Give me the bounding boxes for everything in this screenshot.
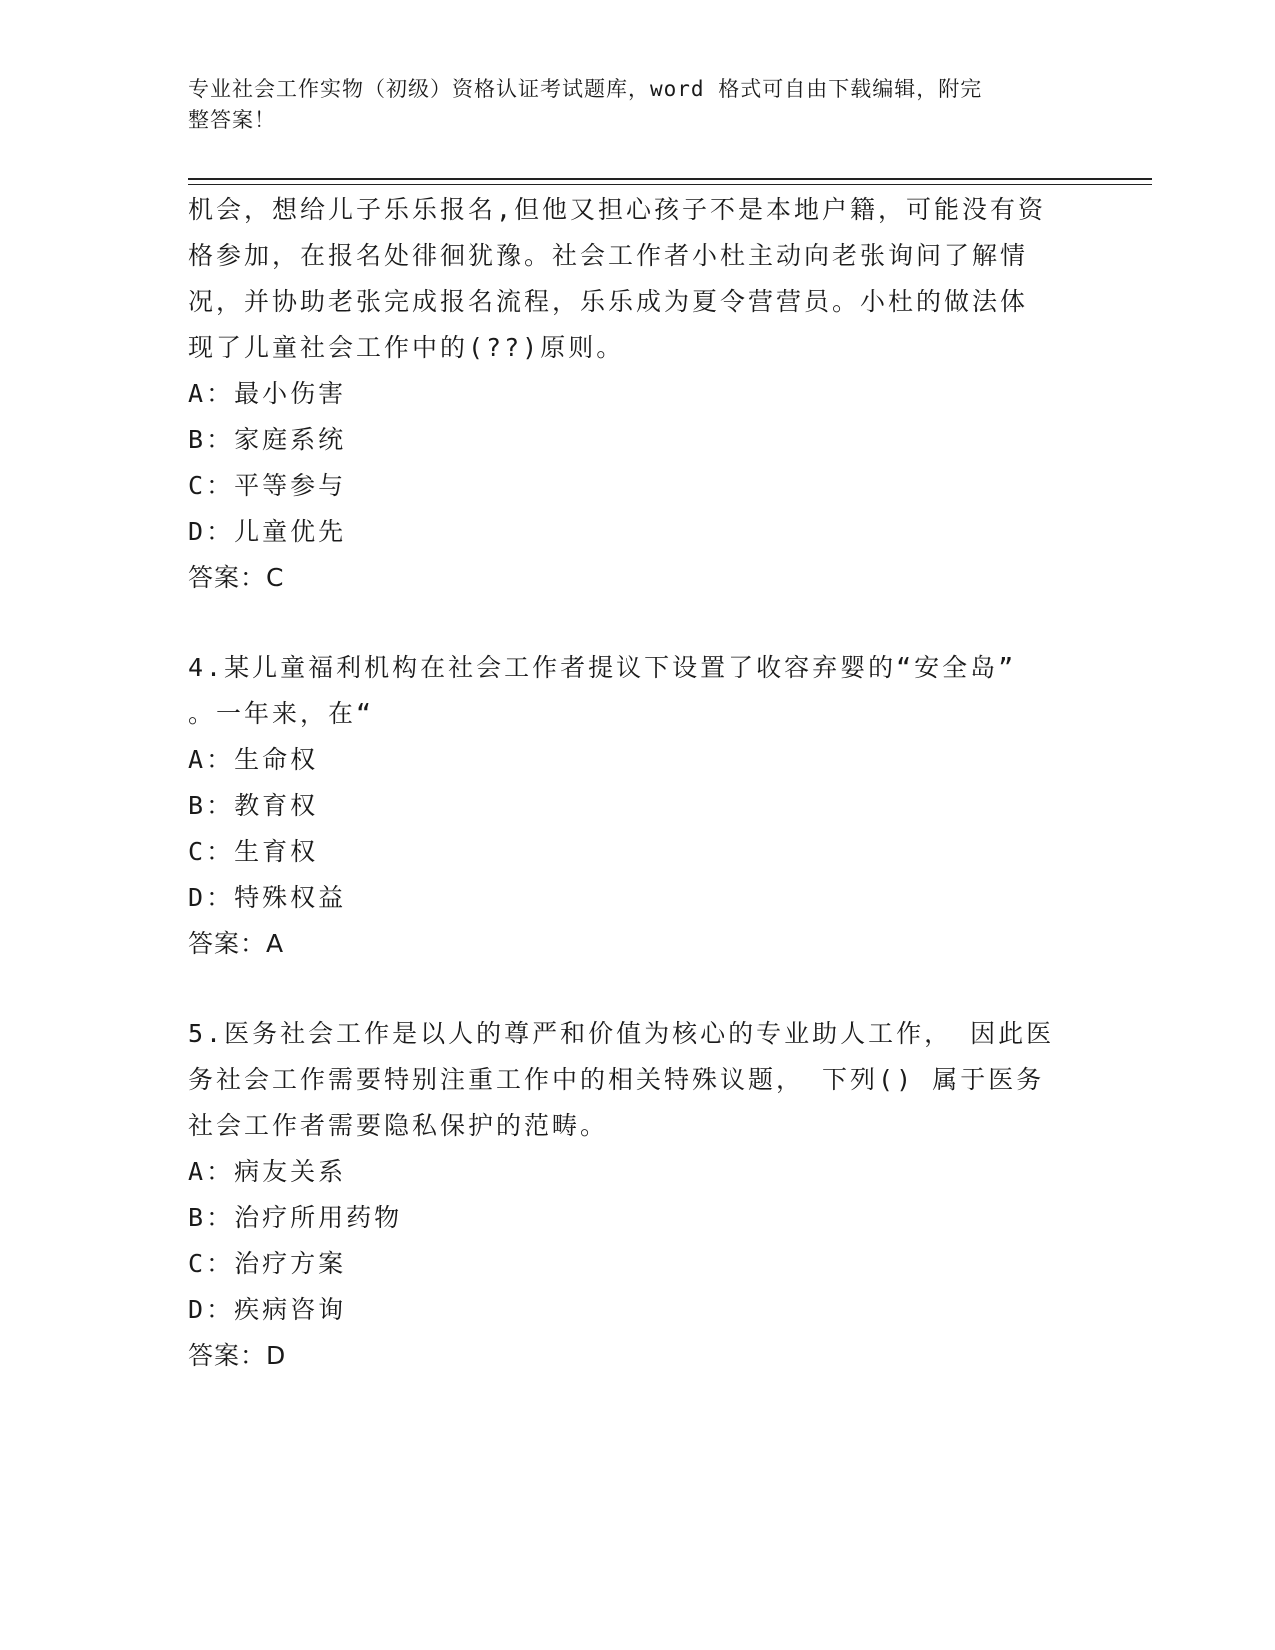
option-text: 治疗所用药物 <box>234 1203 403 1232</box>
option-list <box>188 737 1068 921</box>
answer-line: 答案：C <box>188 563 285 592</box>
option-text: 平等参与 <box>234 471 347 500</box>
question-text <box>188 187 1068 371</box>
option-b: B：治疗所用药物 <box>188 1203 403 1232</box>
option-c: C：平等参与 <box>188 471 347 500</box>
option-list <box>188 371 1068 555</box>
option-b: B：家庭系统 <box>188 425 347 454</box>
option-text: 特殊权益 <box>234 883 347 912</box>
question-line: 4.某儿童福利机构在社会工作者提议下设置了收容弃婴的“安全岛” <box>188 653 1017 682</box>
question-line: 务社会工作需要特别注重工作中的相关特殊议题， 下列() 属于医务 <box>188 1065 1045 1094</box>
page-header <box>188 74 1068 136</box>
question-line: 现了儿童社会工作中的(??)原则。 <box>188 333 625 362</box>
question-line: 社会工作者需要隐私保护的范畴。 <box>188 1111 609 1140</box>
option-letter: D <box>188 883 207 912</box>
answer-line: 答案：D <box>188 1341 287 1370</box>
option-letter: D <box>188 1295 207 1324</box>
option-letter: B <box>188 1203 207 1232</box>
header-line-2: 整答案！ <box>188 108 276 132</box>
option-letter: B <box>188 425 207 454</box>
option-a: A：最小伤害 <box>188 379 347 408</box>
option-text: 疾病咨询 <box>234 1295 347 1324</box>
option-c: C：生育权 <box>188 837 319 866</box>
option-text: 生育权 <box>234 837 319 866</box>
question-text <box>188 645 1068 737</box>
option-letter: B <box>188 791 207 820</box>
question-5 <box>188 1011 1068 1379</box>
option-a: A：病友关系 <box>188 1157 347 1186</box>
option-letter: C <box>188 471 207 500</box>
question-line: 格参加，在报名处徘徊犹豫。社会工作者小杜主动向老张询问了解情 <box>188 241 1029 270</box>
option-text: 儿童优先 <box>234 517 347 546</box>
option-letter: D <box>188 517 207 546</box>
option-d: D：疾病咨询 <box>188 1295 347 1324</box>
option-text: 教育权 <box>234 791 319 820</box>
option-text: 生命权 <box>234 745 319 774</box>
option-d: D：儿童优先 <box>188 517 347 546</box>
option-b: B：教育权 <box>188 791 319 820</box>
option-letter: A <box>188 379 207 408</box>
option-text: 家庭系统 <box>234 425 347 454</box>
option-letter: A <box>188 745 207 774</box>
option-text: 病友关系 <box>234 1157 347 1186</box>
header-line-1: 专业社会工作实物（初级）资格认证考试题库，word 格式可自由下载编辑，附完 <box>188 77 983 101</box>
option-letter: C <box>188 837 207 866</box>
question-line: 。一年来，在“ <box>188 699 375 728</box>
option-d: D：特殊权益 <box>188 883 347 912</box>
question-line: 5.医务社会工作是以人的尊严和价值为核心的专业助人工作， 因此医 <box>188 1019 1055 1048</box>
option-text: 治疗方案 <box>234 1249 347 1278</box>
option-c: C：治疗方案 <box>188 1249 347 1278</box>
question-text <box>188 1011 1068 1149</box>
answer-line: 答案：A <box>188 929 285 958</box>
option-letter: A <box>188 1157 207 1186</box>
question-line: 况，并协助老张完成报名流程，乐乐成为夏令营营员。小杜的做法体 <box>188 287 1029 316</box>
option-a: A：生命权 <box>188 745 319 774</box>
question-list <box>188 187 1068 1379</box>
option-list <box>188 1149 1068 1333</box>
question-4 <box>188 645 1068 967</box>
option-letter: C <box>188 1249 207 1278</box>
question-line: 机会，想给儿子乐乐报名,但他又担心孩子不是本地户籍，可能没有资 <box>188 195 1047 224</box>
option-text: 最小伤害 <box>234 379 347 408</box>
header-double-rule <box>188 178 1152 185</box>
question-3 <box>188 187 1068 601</box>
